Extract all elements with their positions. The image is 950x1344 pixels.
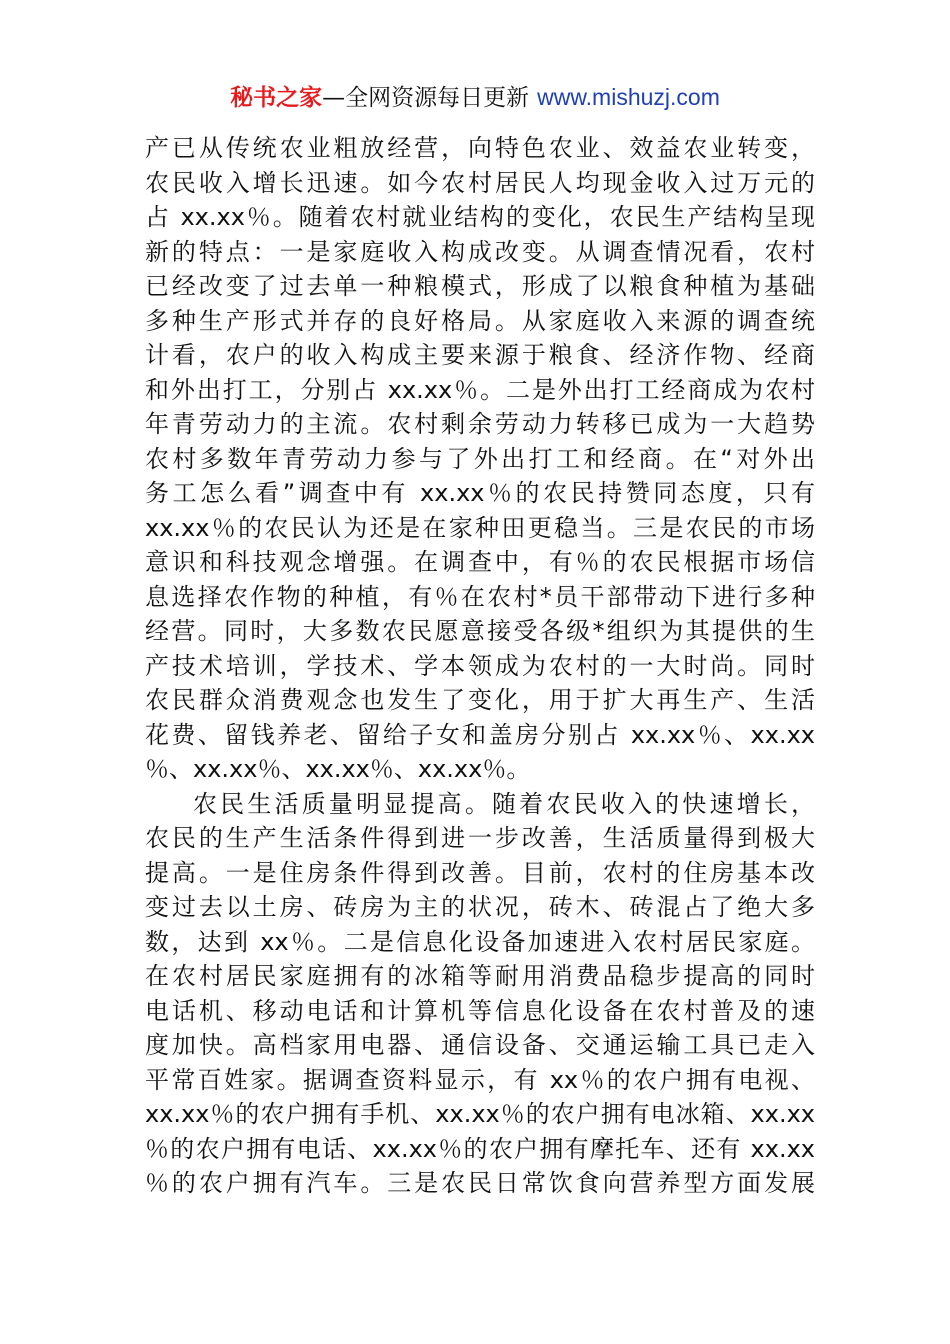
text-line: ％的农户拥有汽车。三是农民日常饮食向营养型方面发展 bbox=[145, 1169, 815, 1197]
text-line: xx.xx％的农户拥有手机、xx.xx％的农户拥有电冰箱、xx.xx bbox=[145, 1100, 815, 1128]
text-line: 平常百姓家。据调查资料显示，有 xx％的农户拥有电视、 bbox=[145, 1065, 815, 1094]
text-line: 经营。同时，大多数农民愿意接受各级*组织为其提供的生 bbox=[145, 617, 815, 645]
text-line: 变过去以土房、砖房为主的状况，砖木、砖混占了绝大多 bbox=[145, 893, 815, 921]
text-line: 电话机、移动电话和计算机等信息化设备在农村普及的速 bbox=[145, 996, 815, 1025]
text-line: 多种生产形式并存的良好格局。从家庭收入来源的调查统 bbox=[145, 306, 815, 335]
text-line: 产技术培训，学技术、学本领成为农村的一大时尚。同时 bbox=[145, 651, 815, 680]
text-line: 花费、留钱养老、留给子女和盖房分别占 xx.xx％、xx.xx bbox=[145, 720, 815, 749]
header-tagline: —全网资源每日更新 bbox=[322, 85, 530, 111]
text-line: 度加快。高档家用电器、通信设备、交通运输工具已走入 bbox=[145, 1031, 815, 1059]
text-line: 提高。一是住房条件得到改善。目前，农村的住房基本改 bbox=[145, 858, 815, 887]
brand-name: 秘书之家 bbox=[230, 85, 323, 111]
text-line: 新的特点：一是家庭收入构成改变。从调查情况看，农村 bbox=[145, 237, 815, 266]
text-line: 农民的生产生活条件得到进一步改善，生活质量得到极大 bbox=[145, 824, 815, 852]
text-line: 产已从传统农业粗放经营，向特色农业、效益农业转变， bbox=[145, 134, 815, 162]
text-line: 占 xx.xx％。随着农村就业结构的变化，农民生产结构呈现 bbox=[145, 203, 815, 231]
text-line: 和外出打工，分别占 xx.xx％。二是外出打工经商成为农村 bbox=[145, 375, 815, 404]
text-line: 年青劳动力的主流。农村剩余劳动力转移已成为一大趋势 bbox=[145, 410, 815, 438]
text-line: 意识和科技观念增强。在调查中，有％的农民根据市场信 bbox=[145, 548, 815, 576]
paragraph-living-quality bbox=[145, 787, 815, 1201]
text-line: 务工怎么看”调查中有 xx.xx％的农民持赞同态度，只有 bbox=[145, 479, 815, 507]
text-line: 农民生活质量明显提高。随着农民收入的快速增长， bbox=[193, 789, 815, 818]
site-url-link[interactable]: www.mishuzj.com bbox=[537, 84, 720, 110]
text-line: xx.xx％的农民认为还是在家种田更稳当。三是农民的市场 bbox=[145, 513, 815, 542]
text-line: 在农村居民家庭拥有的冰箱等耐用消费品稳步提高的同时 bbox=[145, 962, 815, 990]
text-line: 计看，农户的收入构成主要来源于粮食、经济作物、经商 bbox=[145, 341, 815, 369]
text-line: ％的农户拥有电话、xx.xx％的农户拥有摩托车、还有 xx.xx bbox=[145, 1134, 815, 1163]
text-line: 数，达到 xx％。二是信息化设备加速进入农村居民家庭。 bbox=[145, 927, 815, 956]
paragraph-farm-income bbox=[145, 131, 815, 787]
text-line: 农民收入增长迅速。如今农村居民人均现金收入过万元的 bbox=[145, 168, 815, 197]
page-header bbox=[0, 80, 950, 115]
text-line: ％、xx.xx％、xx.xx％、xx.xx％。 bbox=[145, 755, 531, 783]
text-line: 已经改变了过去单一种粮模式，形成了以粮食种植为基础 bbox=[145, 272, 815, 300]
text-line: 农村多数年青劳动力参与了外出打工和经商。在“对外出 bbox=[145, 444, 815, 473]
text-line: 息选择农作物的种植，有％在农村*员干部带动下进行多种 bbox=[145, 582, 815, 611]
document-body bbox=[145, 131, 815, 1201]
text-line: 农民群众消费观念也发生了变化，用于扩大再生产、生活 bbox=[145, 686, 815, 714]
